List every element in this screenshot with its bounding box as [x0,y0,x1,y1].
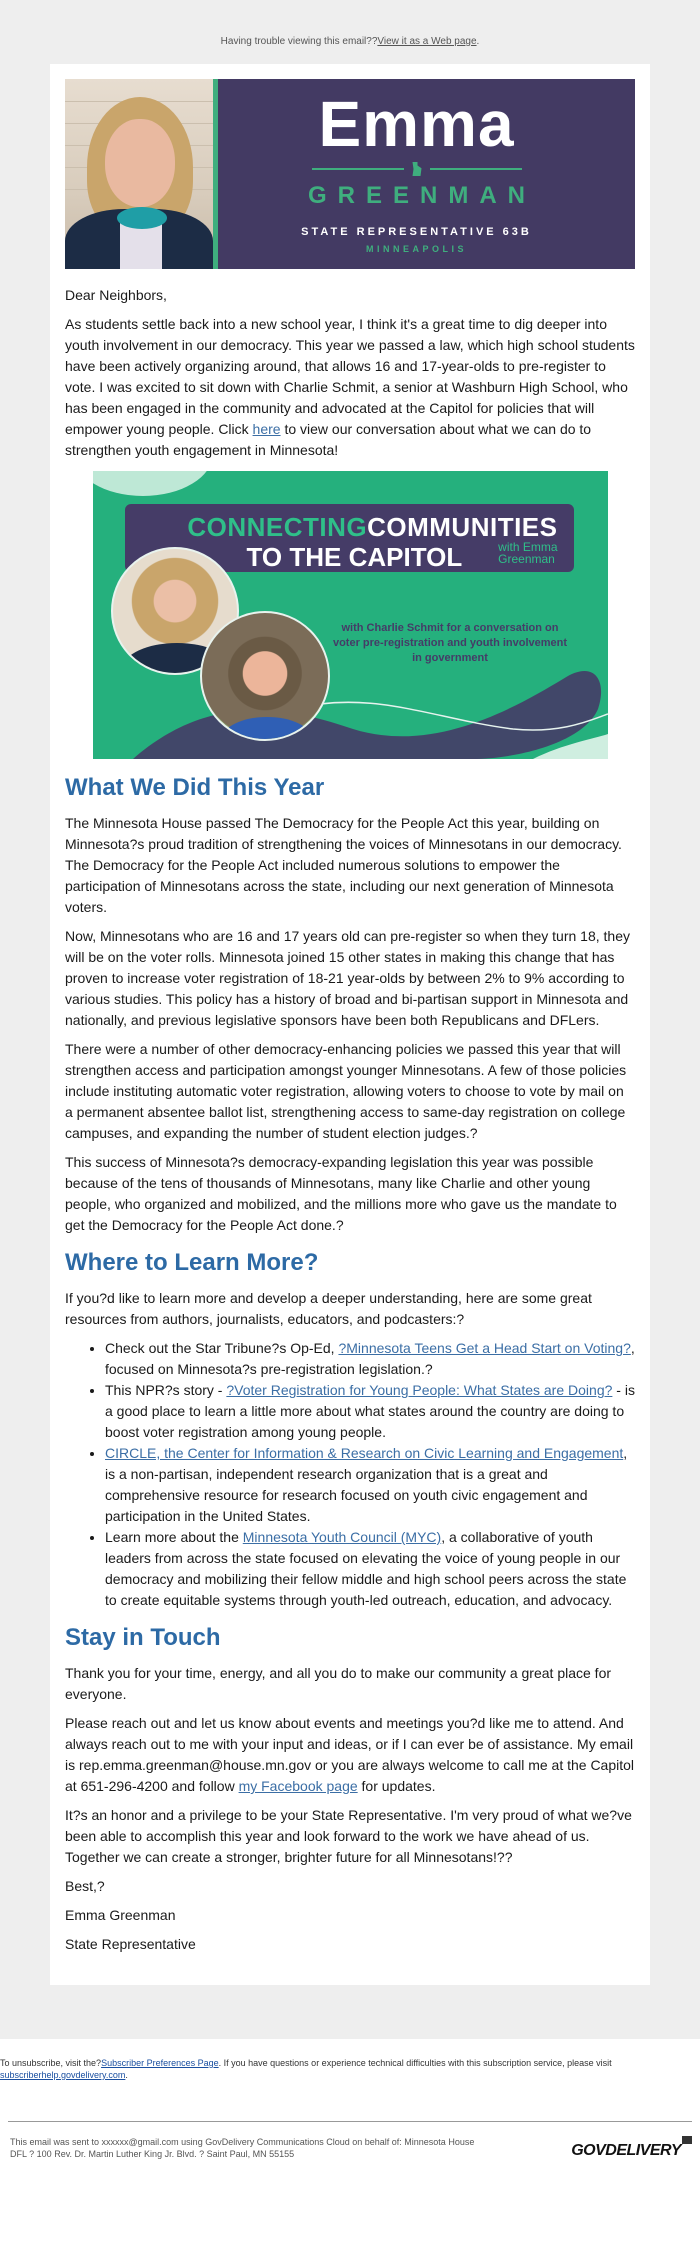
paragraph: This success of Minnesota?s democracy-expanding legislation this year was possible because of the tens of thousands of Minnesotans, many like Charlie and other young people, who organized and mobilized, and the millions more who gave us the mandate to get the Democracy for the People Act done.? [65,1154,617,1233]
heading-what-we-did: What We Did This Year [65,774,325,801]
charlie-portrait [200,611,330,741]
resource-item: • Check out the Star Tribune?s Op-Ed, ?Minnesota Teens Get a Head Start on Voting?, focused on Minnesota?s pre-registration legislation.? [105,1338,635,1380]
govdelivery-logo-text: GOVDELIVERY [571,2142,681,2159]
facebook-page-link[interactable]: my Facebook page [238,1778,358,1794]
email-card [50,64,650,1985]
promo-with: with Emma Greenman [498,540,558,566]
resource-list [65,1338,635,1611]
contact-paragraph: Please reach out and let us know about events and meetings you?d like me to attend. And always reach out to me with your input and ideas, or if I can ever be of assistance. My email is rep.emma.greenman@house.mn.gov or you are always welcome to call me at the Capitol at 651-296-4200 and follow my Facebook page for updates. [65,1715,635,1794]
paragraph: The Minnesota House passed The Democracy for the People Act this year, building on Minnesota?s proud tradition of strengthening the voices of Minnesotans in our democracy. The Democracy for the People Act included numerous solutions to empower the participation of Minnesotans across the state, including our next generation of Minnesota voters. [65,815,622,915]
subscriber-help-link[interactable]: subscriberhelp.govdelivery.com [0,2070,126,2080]
unsubscribe-notice: To unsubscribe, visit the?Subscriber Preferences Page. If you have questions or experience technical difficulties with this subscription service, please visit subscriberhelp.govdelivery.com. [0,2058,612,2080]
heading-stay-in-touch: Stay in Touch [65,1624,221,1651]
intro-text-after: to view our conversation about what we can do to strengthen youth engagement in Minnesota! [65,421,592,458]
preheader-suffix: . [476,36,480,47]
paragraph: Now, Minnesotans who are 16 and 17 years old can pre-register so when they turn 18, they will be on the voter rolls. Minnesota joined 15 other states in making this change that has proven to increase voter registration of 18-21 year-olds by between 2% to 9% according to various studies. This policy has a history of broad and bi-partisan support in Minnesota and nationally, and previous legislative sponsors have been both Republicans and DFLers. [65,928,630,1028]
resource-item: • CIRCLE, the Center for Information & Research on Civic Learning and Engagement, is a non-partisan, independent research organization that is a great and comprehensive resource for research focused on youth civic engagement and participation in the United States. [105,1443,635,1527]
view-conversation-link[interactable]: here [252,421,281,437]
preheader-text: Having trouble viewing this email?? [220,36,378,47]
signature-name: Emma Greenman [65,1907,176,1923]
greeting: Dear Neighbors, [65,287,167,303]
signoff: Best,? [65,1878,105,1894]
resource-item: • This NPR?s story - ?Voter Registration for Young People: What States are Doing? - is a good place to learn a little more about what states around the country are doing to boost voter registration among young people. [105,1380,635,1443]
representative-photo [65,79,213,269]
promo-graphic[interactable] [93,471,608,759]
email-content [65,269,635,1955]
brand-divider [312,162,522,176]
promo-subtitle: with Charlie Schmit for a conversation on voter pre-registration and youth involvement in government [332,622,568,664]
brand-city: MINNEAPOLIS [365,244,467,254]
signature-role: State Representative [65,1936,196,1952]
minnesota-state-icon [412,162,422,176]
promo-title-line2: TO THE CAPITOL [246,542,463,572]
thanks-paragraph: Thank you for your time, energy, and all you do to make our community a great place for everyone. [65,1665,612,1702]
circle-link[interactable]: CIRCLE, the Center for Information & Research on Civic Learning and Engagement [105,1445,624,1461]
subscriber-preferences-link[interactable]: Subscriber Preferences Page [101,2058,219,2068]
banner-brand [218,79,635,269]
envelope-icon [682,2136,692,2144]
sent-to-notice: This email was sent to xxxxxx@gmail.com using GovDelivery Communications Cloud on behalf of: Minnesota House DFL ? 100 Rev. Dr. Martin Luther King Jr. Blvd. ? Saint Paul, MN 55155 [10,2137,475,2159]
intro-text: As students settle back into a new school year, I think it's a great time to dig deeper into youth involvement in our democracy. This year we passed a law, which high school students have been actively organizing around, that allows 16 and 17-year-olds to pre-register to vote. I was excited to sit down with Charlie Schmit, a senior at Washburn High School, who has been engaged in the community and advocated at the Capitol for policies that will empower young people. Click [65,316,635,437]
resource-item: • Learn more about the Minnesota Youth Council (MYC), a collaborative of youth leaders from across the state focused on elevating the voice of young people in our democracy and mobilizing their fellow middle and high school peers across the state to create equitable systems through youth-led outreach, education, and advocacy. [105,1527,635,1611]
brand-first-name: Emma [318,88,515,160]
youth-council-link[interactable]: Minnesota Youth Council (MYC) [242,1529,442,1545]
brand-title: STATE REPRESENTATIVE 63B [301,226,532,238]
closing-paragraph: It?s an honor and a privilege to be your State Representative. I'm very proud of what we?ve been able to accomplish this year and look forward to the work we have ahead of us. Together we can create a stronger, brighter future for all Minnesotans!?? [65,1807,632,1865]
npr-link[interactable]: ?Voter Registration for Young People: What States are Doing? [226,1382,613,1398]
promo-title-green: CONNECTING [187,512,368,542]
header-banner [65,79,635,269]
brand-last-name: GREENMAN [307,182,536,209]
preheader [0,36,700,64]
learn-more-intro: If you?d like to learn more and develop a deeper understanding, here are some great resources from authors, journalists, educators, and podcasters:? [65,1290,592,1327]
view-web-page-link[interactable]: View it as a Web page [377,36,477,47]
footer-bottom [0,2122,700,2168]
paragraph: There were a number of other democracy-enhancing policies we passed this year that will strengthen access and participation amongst younger Minnesotans. A few of those policies include instituting automatic voter registration, allowing voters to choose to vote by mail on a permanent absentee ballot list, strengthening access to same-day registration on college campuses, and expanding the number of student election judges.? [65,1041,627,1141]
star-tribune-link[interactable]: ?Minnesota Teens Get a Head Start on Voting? [338,1340,631,1356]
intro-paragraph [65,314,635,461]
heading-learn-more: Where to Learn More? [65,1249,319,1276]
promo-title-white: COMMUNITIES [367,512,558,542]
govdelivery-logo[interactable] [571,2142,692,2160]
